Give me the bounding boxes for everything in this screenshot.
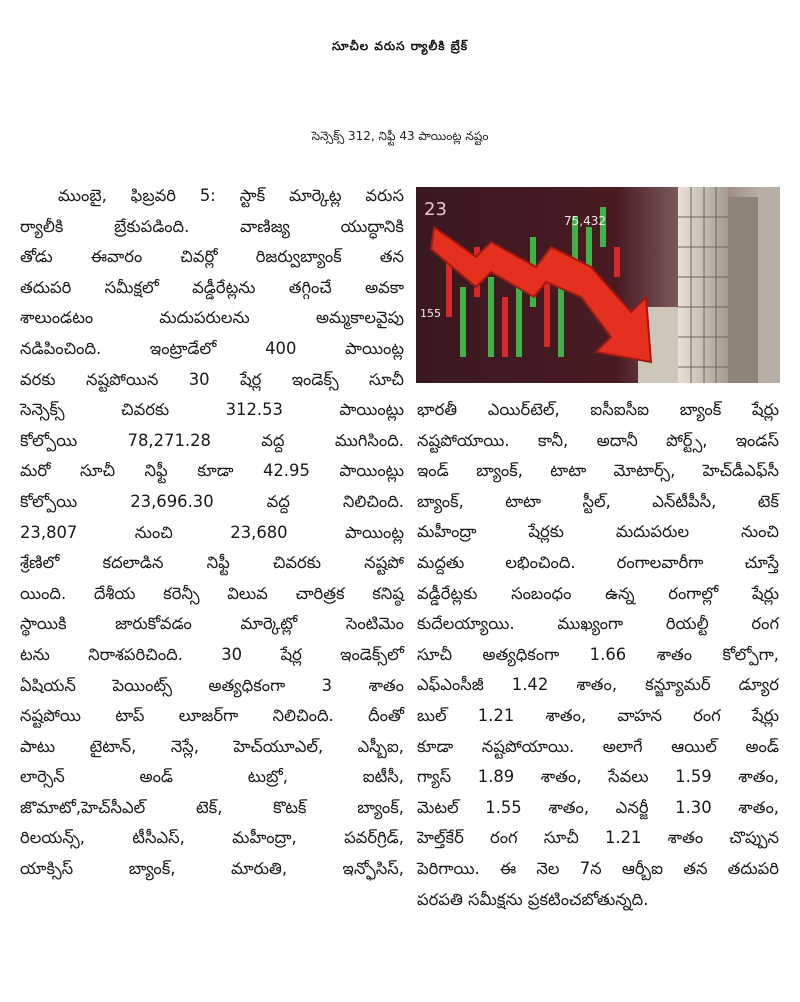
article-line: తదుపరి సమీక్షలో వడ్డీరేట్లను తగ్గించే అవకా — [20, 277, 404, 297]
chart-label: 23 — [424, 199, 447, 220]
article-line: రిలయన్స్, టీసీఎస్, మహీంద్రా, పవర్‌గ్రిడ్, — [20, 828, 404, 848]
article-line: మెటల్ 1.55 శాతం, ఎనర్జీ 1.30 శాతం, — [417, 797, 779, 817]
article-line: ర్యాలీకి బ్రేకుపడింది. వాణిజ్య యుద్ధానికి — [20, 216, 404, 236]
article-line: బుల్ 1.21 శాతం, వాహన రంగ షేర్లు — [417, 705, 779, 725]
article-line: ఏషియన్ పెయింట్స్ అత్యధికంగా 3 శాతం — [20, 675, 404, 695]
article-line: పరపతి సమీక్షను ప్రకటించబోతున్నది. — [417, 889, 649, 909]
article-line: టను నిరాశపరిచింది. 30 షేర్ల ఇండెక్స్‌లో — [20, 644, 404, 664]
article-line: కోల్పోయి 23,696.30 వద్ద నిలిచింది. — [20, 491, 404, 511]
article-left-column — [20, 181, 404, 885]
article-line: నష్టపోయి టాప్ లూజర్‌గా నిలిచింది. దీంతో — [20, 706, 404, 726]
article-line: సెన్సెక్స్ చివరకు 312.53 పాయింట్లు — [20, 400, 404, 420]
article-line: జొమాటో,హెచ్‌సీఎల్ టెక్, కొటక్ బ్యాంక్, — [20, 797, 404, 817]
article-right-column — [417, 395, 779, 915]
article-line: యింది. దేశీయ కరెన్సీ విలువ చారిత్రక కనిష్ఠ — [20, 583, 404, 603]
article-line: 23,807 నుంచి 23,680 పాయింట్ల — [20, 522, 404, 542]
article-line: కోల్పోయి 78,271.28 వద్ద ముగిసింది. — [20, 430, 404, 450]
article-line: మహీంద్రా షేర్లకు మదుపరుల నుంచి — [417, 522, 779, 542]
article-line: ఎఫ్‌ఎంసీజీ 1.42 శాతం, కన్జ్యూమర్ డ్యూర — [417, 675, 779, 695]
article-line: ఇండ్ బ్యాంక్, టాటా మోటార్స్, హెచ్‌డీఎఫ్‌సీ — [417, 461, 779, 481]
article-line: శాలుండటం మదుపరులను అమ్మకాలవైపు — [20, 308, 404, 328]
article-line: ముంబై, ఫిబ్రవరి 5: స్టాక్ మార్కెట్ల వరుస — [58, 186, 404, 205]
article-line: పాటు టైటాన్, నెస్లే, హెచ్‌యూఎల్, ఎస్బీఐ, — [20, 736, 404, 756]
article-line: భారతీ ఎయిర్‌టెల్, ఐసీఐసీఐ బ్యాంక్ షేర్లు — [417, 400, 779, 419]
subheadline: సెన్సెక్స్ 312, నిఫ్టీ 43 పాయింట్ల నష్టం — [311, 129, 489, 143]
article-line: హెల్త్‌కేర్ రంగ సూచీ 1.21 శాతం చొప్పున — [417, 828, 779, 848]
article-line: శ్రేణిలో కదలాడిన నిఫ్టీ చివరకు నష్టపో — [20, 553, 404, 573]
article-line: వడ్డీరేట్లకు సంబంధం ఉన్న రంగాల్లో షేర్లు — [417, 583, 779, 603]
article-line: నష్టపోయాయి. కానీ, అదానీ పోర్ట్స్, ఇండస్ — [417, 430, 779, 450]
chart-label: 75,432 — [564, 214, 606, 228]
article-line: యాక్సిస్ బ్యాంక్, మారుతి, ఇన్ఫోసిస్, — [20, 859, 404, 879]
article-line: వరకు నష్టపోయిన 30 షేర్ల ఇండెక్స్ సూచీ — [20, 369, 404, 389]
stock-market-photo — [416, 187, 780, 383]
article-line: పెరిగాయి. ఈ నెల 7న ఆర్బీఐ తన తదుపరి — [417, 858, 779, 878]
article-line: బ్యాంక్, టాటా స్టీల్, ఎన్‌టీపీసీ, టెక్ — [417, 491, 779, 511]
article-line: నడిపించింది. ఇంట్రాడేలో 400 పాయింట్ల — [20, 338, 404, 358]
article-line: కూడా నష్టపోయాయి. అలాగే ఆయిల్ అండ్ — [417, 736, 779, 756]
headline: సూచీల వరుస ర్యాలీకి బ్రేక్ — [332, 39, 468, 54]
article-line: స్థాయికి జారుకోవడం మార్కెట్లో సెంటిమెం — [20, 614, 404, 634]
article-line: లార్సెన్ అండ్ టుబ్రో, ఐటీసీ, — [20, 767, 404, 787]
article-line: తోడు ఈవారం చివర్లో రిజర్వుబ్యాంక్ తన — [20, 247, 404, 267]
article-line: సూచీ అత్యధికంగా 1.66 శాతం కోల్పోగా, — [417, 644, 779, 664]
article-line: మద్దతు లభించింది. రంగాలవారీగా చూస్తే — [417, 552, 779, 572]
chart-label: 155 — [420, 307, 441, 320]
article-line: గ్యాస్ 1.89 శాతం, సేవలు 1.59 శాతం, — [417, 767, 779, 787]
article-line: కుదేలయ్యాయి. ముఖ్యంగా రియల్టీ రంగ — [417, 614, 779, 634]
article-line: మరో సూచీ నిఫ్టీ కూడా 42.95 పాయింట్లు — [20, 461, 404, 481]
